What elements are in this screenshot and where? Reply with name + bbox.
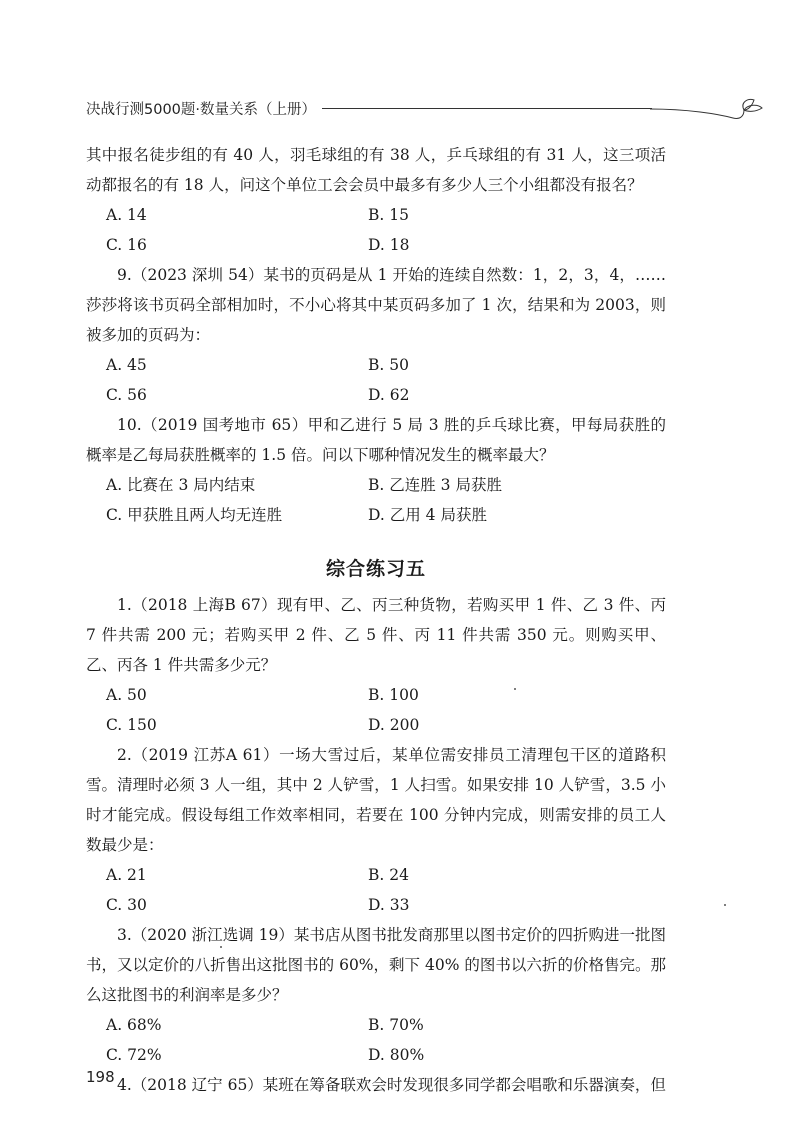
option-a: A. 比赛在 3 局内结束 [106, 476, 256, 494]
option-b: B. 乙连胜 3 局获胜 [368, 476, 502, 494]
option-d: D. 62 [368, 386, 410, 404]
options-grid [86, 860, 666, 920]
question-2-text: 2.（2019 江苏A 61）一场大雪过后，某单位需安排员工清理包干区的道路积雪。清理时必须 3 人一组，其中 2 人铲雪，1 人扫雪。如果安排 10 人铲雪，3.5 小时才能完成。假设每组工作效率相同，若要在 100 分钟内完成，则需安排的员工人数最少是： [86, 746, 666, 854]
options-grid [86, 350, 666, 410]
question-9-text: 9.（2023 深圳 54）某书的页码是从 1 开始的连续自然数：1，2，3，4，……莎莎将该书页码全部相加时，不小心将其中某页码多加了 1 次，结果和为 2003，则被多加的页码为： [86, 266, 666, 344]
option-c: C. 56 [106, 386, 147, 404]
sprout-icon [648, 96, 768, 124]
option-d: D. 乙用 4 局获胜 [368, 506, 487, 524]
option-c: C. 150 [106, 716, 157, 734]
option-d: D. 80% [368, 1046, 425, 1064]
scan-speck [514, 688, 516, 690]
option-b: B. 100 [368, 686, 419, 704]
option-d: D. 18 [368, 236, 410, 254]
option-b: B. 50 [368, 356, 409, 374]
option-d: D. 200 [368, 716, 420, 734]
question-3-text: 3.（2020 浙江选调 19）某书店从图书批发商那里以图书定价的四折购进一批图书，又以定价的八折售出这批图书的 60%，剩下 40% 的图书以六折的价格售完。那么这批图书的利润率是多少？ [86, 926, 666, 1004]
question-4-text: 4.（2018 辽宁 65）某班在筹备联欢会时发现很多同学都会唱歌和乐器演奏，但 [117, 1076, 666, 1094]
question-10-text: 10.（2019 国考地市 65）甲和乙进行 5 局 3 胜的乒乓球比赛，甲每局获胜的概率是乙每局获胜概率的 1.5 倍。问以下哪种情况发生的概率最大？ [86, 416, 666, 464]
option-b: B. 24 [368, 866, 409, 884]
question-text-continued: 其中报名徒步组的有 40 人，羽毛球组的有 38 人，乒乓球组的有 31 人，这三项活动都报名的有 18 人，问这个单位工会会员中最多有多少人三个小组都没有报名？ [86, 146, 666, 194]
scan-speck [220, 946, 222, 948]
options-grid [86, 200, 666, 260]
running-header [86, 96, 676, 124]
section-title: 综合练习五 [325, 558, 426, 580]
scan-speck [724, 904, 726, 906]
option-c: C. 甲获胜且两人均无连胜 [106, 506, 283, 524]
option-a: A. 21 [106, 866, 147, 884]
header-rule [322, 108, 652, 109]
options-grid [86, 470, 666, 530]
option-c: C. 30 [106, 896, 147, 914]
options-grid [86, 680, 666, 740]
question-1-text: 1.（2018 上海B 67）现有甲、乙、丙三种货物，若购买甲 1 件、乙 3 件、丙 7 件共需 200 元；若购买甲 2 件、乙 5 件、丙 11 件共需 350 元。则购买甲、乙、丙各 1 件共需多少元？ [86, 596, 666, 674]
option-d: D. 33 [368, 896, 410, 914]
option-a: A. 14 [106, 206, 147, 224]
option-a: A. 50 [106, 686, 147, 704]
header-title: 决战行测5000题·数量关系（上册） [86, 102, 317, 118]
option-a: A. 68% [106, 1016, 162, 1034]
option-b: B. 15 [368, 206, 409, 224]
option-a: A. 45 [106, 356, 147, 374]
page-content [86, 140, 666, 1100]
option-c: C. 72% [106, 1046, 162, 1064]
page-number: 198 [86, 1068, 115, 1086]
option-b: B. 70% [368, 1016, 424, 1034]
option-c: C. 16 [106, 236, 147, 254]
options-grid [86, 1010, 666, 1070]
